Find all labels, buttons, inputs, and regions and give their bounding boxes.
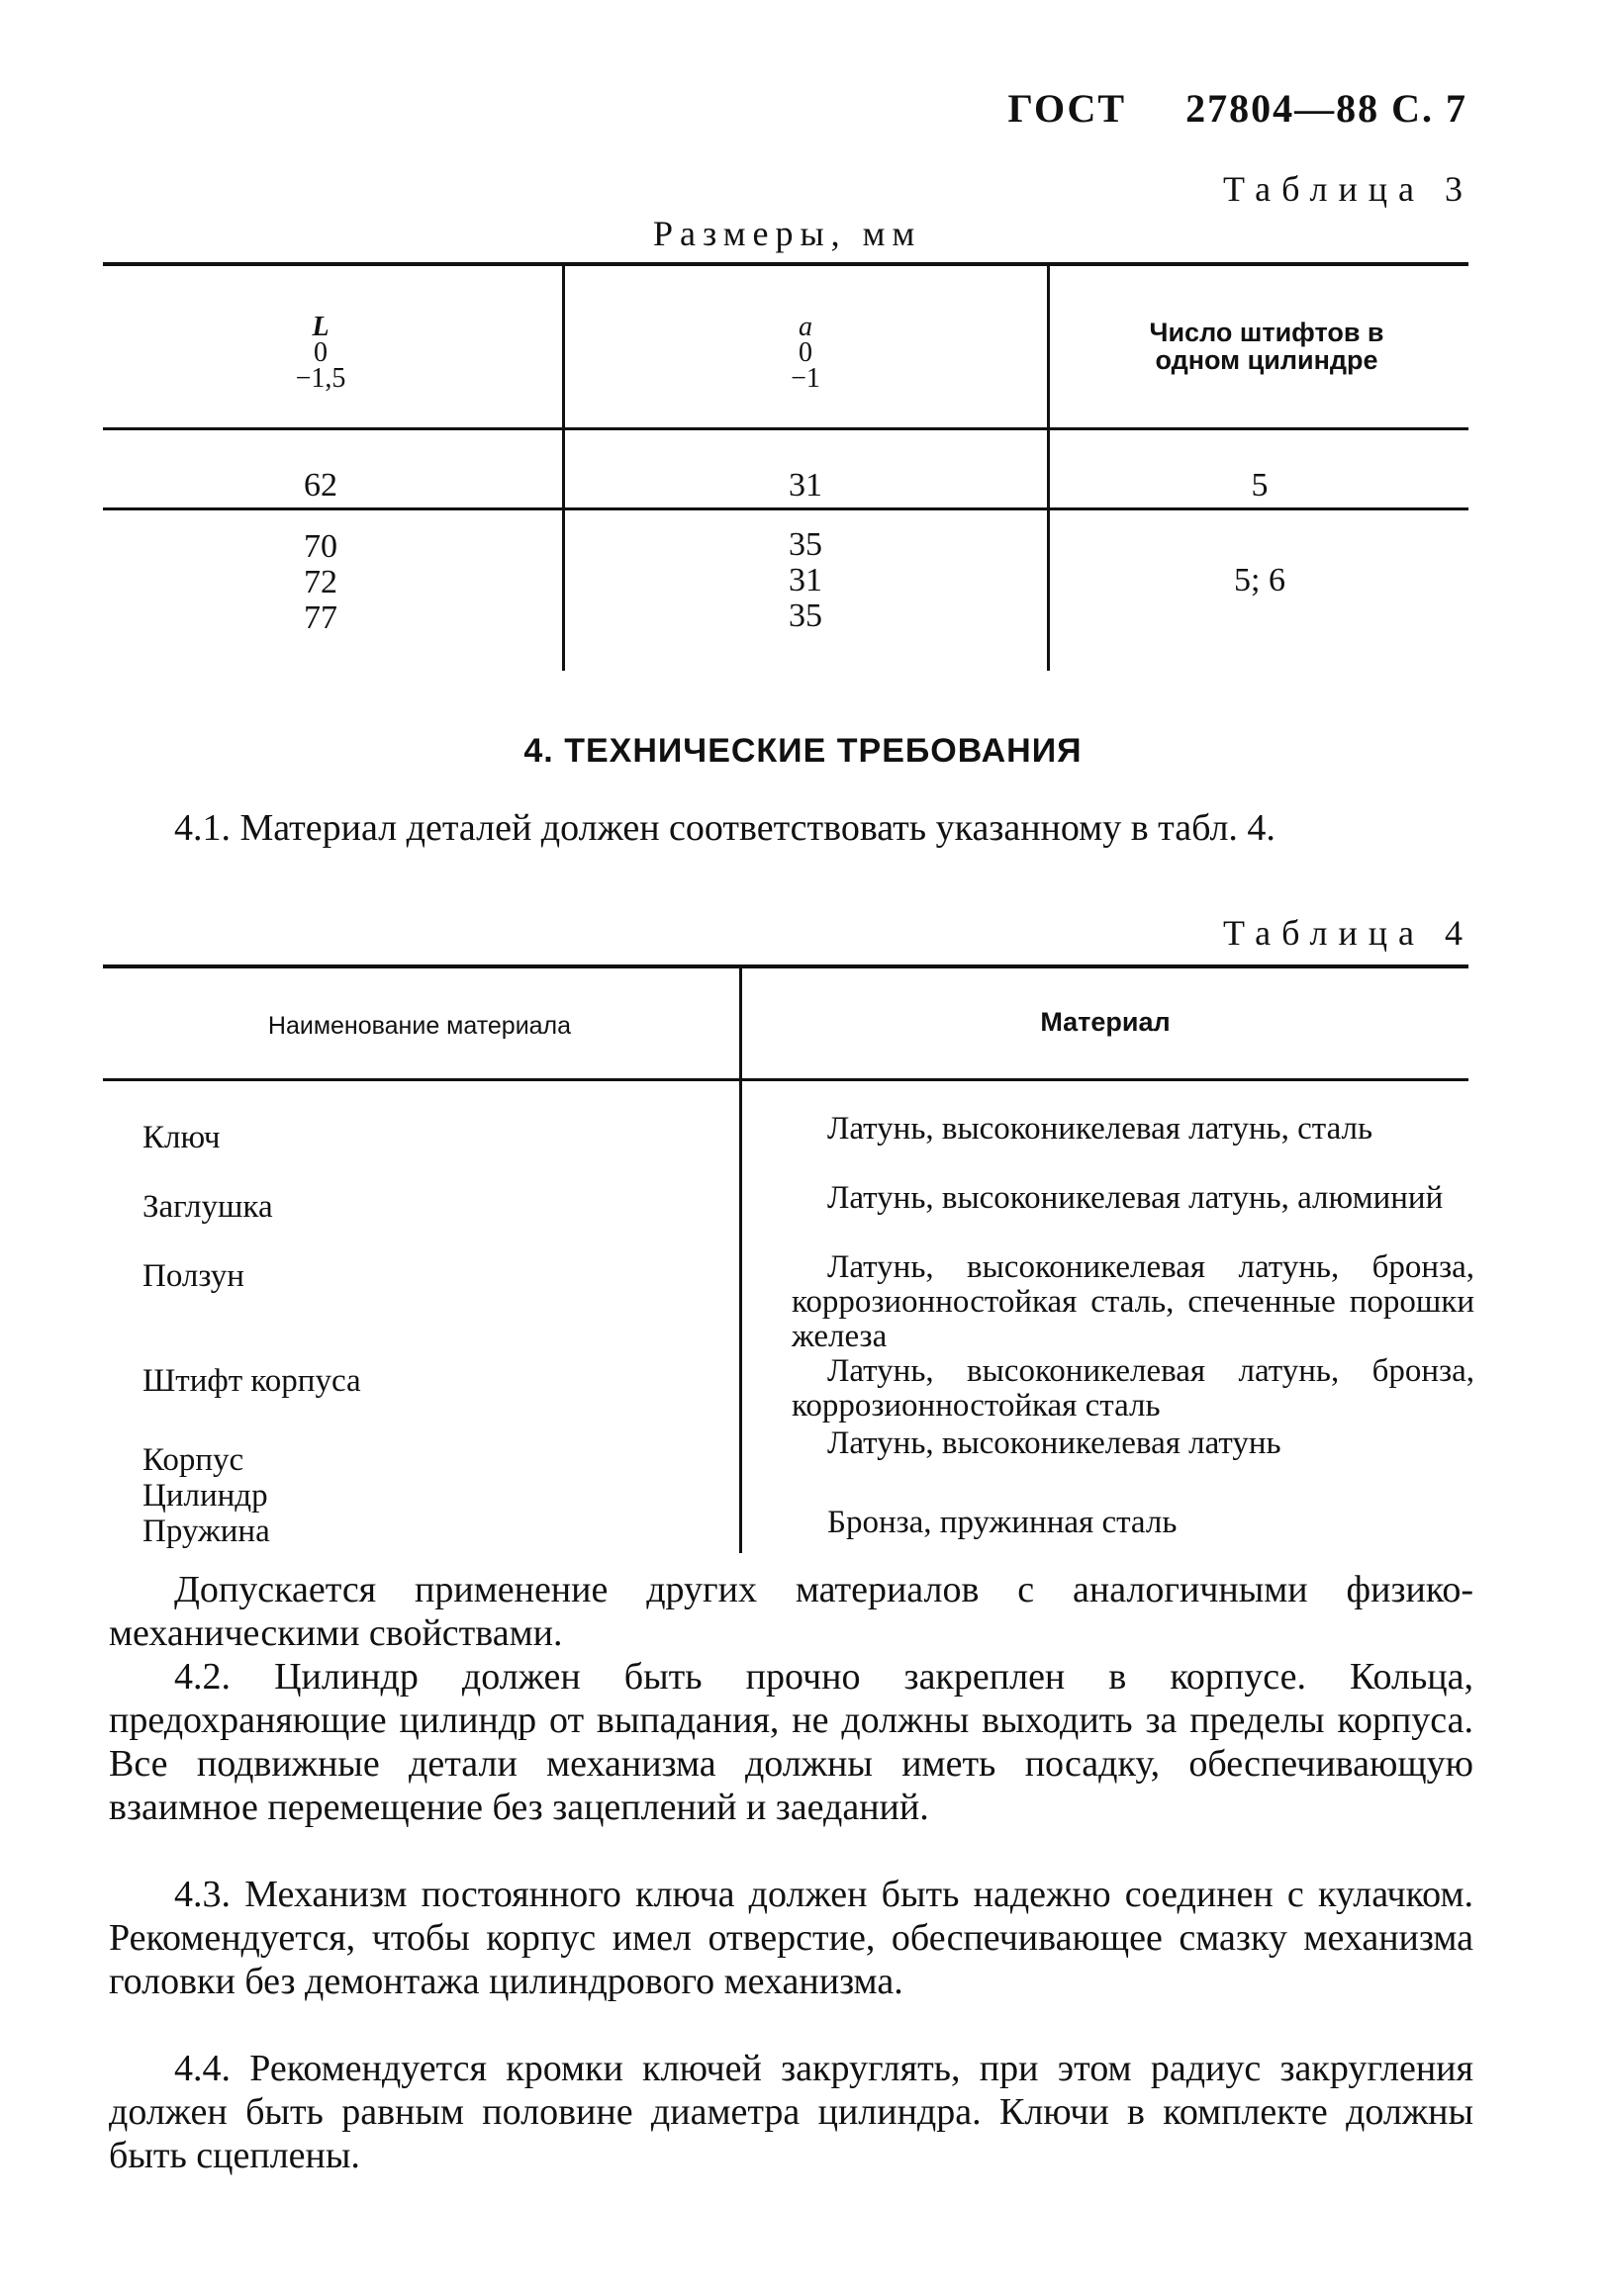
col-a-tol1: 0: [799, 337, 812, 368]
table3-col-divider-1: [562, 265, 565, 671]
table4-top-rule: [103, 964, 1468, 968]
t4-mat-body-text: Латунь, высоконикелевая латунь: [827, 1425, 1281, 1461]
t4-name-pin: Штифт корпуса: [142, 1363, 361, 1399]
col-l-name: L: [312, 312, 330, 342]
table3-label: Таблица 3: [1223, 169, 1473, 209]
paragraph-4-2: [109, 1655, 1473, 1829]
p44-text: 4.4. Рекомендуется кромки ключей закруглять, при этом радиус закругления должен быть равным половине диаметра цилиндра. Ключи в комплекте должны быть сцеплены.: [109, 2048, 1473, 2176]
t4-name-plug: Заглушка: [142, 1189, 273, 1225]
table4-header-rule: [103, 1078, 1468, 1081]
table3-r2-n: 5; 6: [1234, 562, 1285, 598]
paragraph-4-4: [109, 2047, 1473, 2177]
t4-mat-pin-text: Латунь, высоконикелевая латунь, бронза, коррозионностойкая сталь: [792, 1353, 1474, 1424]
paragraph-allow: [109, 1568, 1473, 1655]
gost-number: 27804—88 С. 7: [1185, 86, 1467, 131]
col-a-name: a: [799, 312, 812, 342]
table3-r2-l: 70 72 77: [304, 528, 337, 636]
t4-mat-key: [792, 1112, 1474, 1147]
p43-text: 4.3. Механизм постоянного ключа должен быть надежно соединен с кулачком. Рекомендуется, чтобы корпус имел отверстие, обеспечивающее смазку механизма головки без демонтажа цилиндрового механизма.: [109, 1874, 1473, 2002]
t4-mat-spring-text: Бронза, пружинная сталь: [827, 1505, 1178, 1540]
table3-r1-a: 31: [789, 467, 822, 504]
paragraph-4-3: [109, 1873, 1473, 2003]
t4-mat-key-text: Латунь, высоконикелевая латунь, сталь: [827, 1111, 1373, 1147]
col-l-tol1: 0: [314, 337, 328, 368]
section-title: 4. ТЕХНИЧЕСКИЕ ТРЕБОВАНИЯ: [523, 732, 1083, 770]
t4-name-body: Корпус: [142, 1442, 244, 1478]
t4-mat-slider: [792, 1250, 1474, 1354]
table3-r2-a: 35 31 35: [789, 526, 822, 634]
col-a-tol2: −1: [791, 363, 820, 394]
p42-text: 4.2. Цилиндр должен быть прочно закреплен в корпусе. Кольца, предохраняющие цилиндр от выпадания, не должны выходить за пределы корпуса. Все подвижные детали механизма должны иметь посадку, обеспечивающую взаимное перемещение без зацеплений и заеданий.: [109, 1656, 1473, 1828]
section-heading: [0, 732, 1606, 771]
table3-top-rule: [103, 262, 1468, 266]
paragraph-4-1: [109, 806, 1473, 850]
t4-name-spring: Пружина: [142, 1514, 270, 1549]
p-allow-text: Допускается применение других материалов с аналогичными физико-механическими свойствами.: [109, 1569, 1473, 1654]
t4-mat-spring: [792, 1506, 1474, 1540]
col-l-tol2: −1,5: [295, 363, 346, 394]
table3-r1-l: 62: [304, 467, 337, 504]
table3-header-rule: [103, 427, 1468, 430]
table3-header-a: [566, 312, 1045, 394]
page-header: [1007, 85, 1467, 132]
table4-col-divider: [739, 967, 742, 1553]
table3-r1-n: 5: [1251, 467, 1269, 504]
t4-mat-plug: [792, 1181, 1474, 1216]
table3-header-l: [103, 312, 538, 394]
table4-label: Таблица 4: [1223, 913, 1473, 953]
table3-header-count: Число штифтов в одном цилиндре: [1149, 318, 1384, 375]
table3-col-divider-2: [1047, 265, 1050, 671]
t4-name-slider: Ползун: [142, 1258, 244, 1294]
t4-mat-slider-text: Латунь, высоконикелевая латунь, бронза, коррозионностойкая сталь, спеченные порошки железа: [792, 1249, 1474, 1354]
t4-mat-body: [792, 1426, 1474, 1461]
gost-label: ГОСТ: [1007, 86, 1127, 131]
t4-name-key: Ключ: [142, 1120, 221, 1155]
table3-caption: Размеры, мм: [653, 214, 922, 253]
t4-mat-plug-text: Латунь, высоконикелевая латунь, алюминий: [827, 1180, 1444, 1216]
table4-header-material: Материал: [1040, 1007, 1171, 1037]
t4-mat-pin: [792, 1354, 1474, 1424]
t4-name-cylinder: Цилиндр: [142, 1478, 268, 1514]
p41-text: 4.1. Материал деталей должен соответствовать указанному в табл. 4.: [174, 807, 1275, 849]
table4-header-name: Наименование материала: [267, 1012, 572, 1040]
table3-row-rule: [103, 507, 1468, 510]
